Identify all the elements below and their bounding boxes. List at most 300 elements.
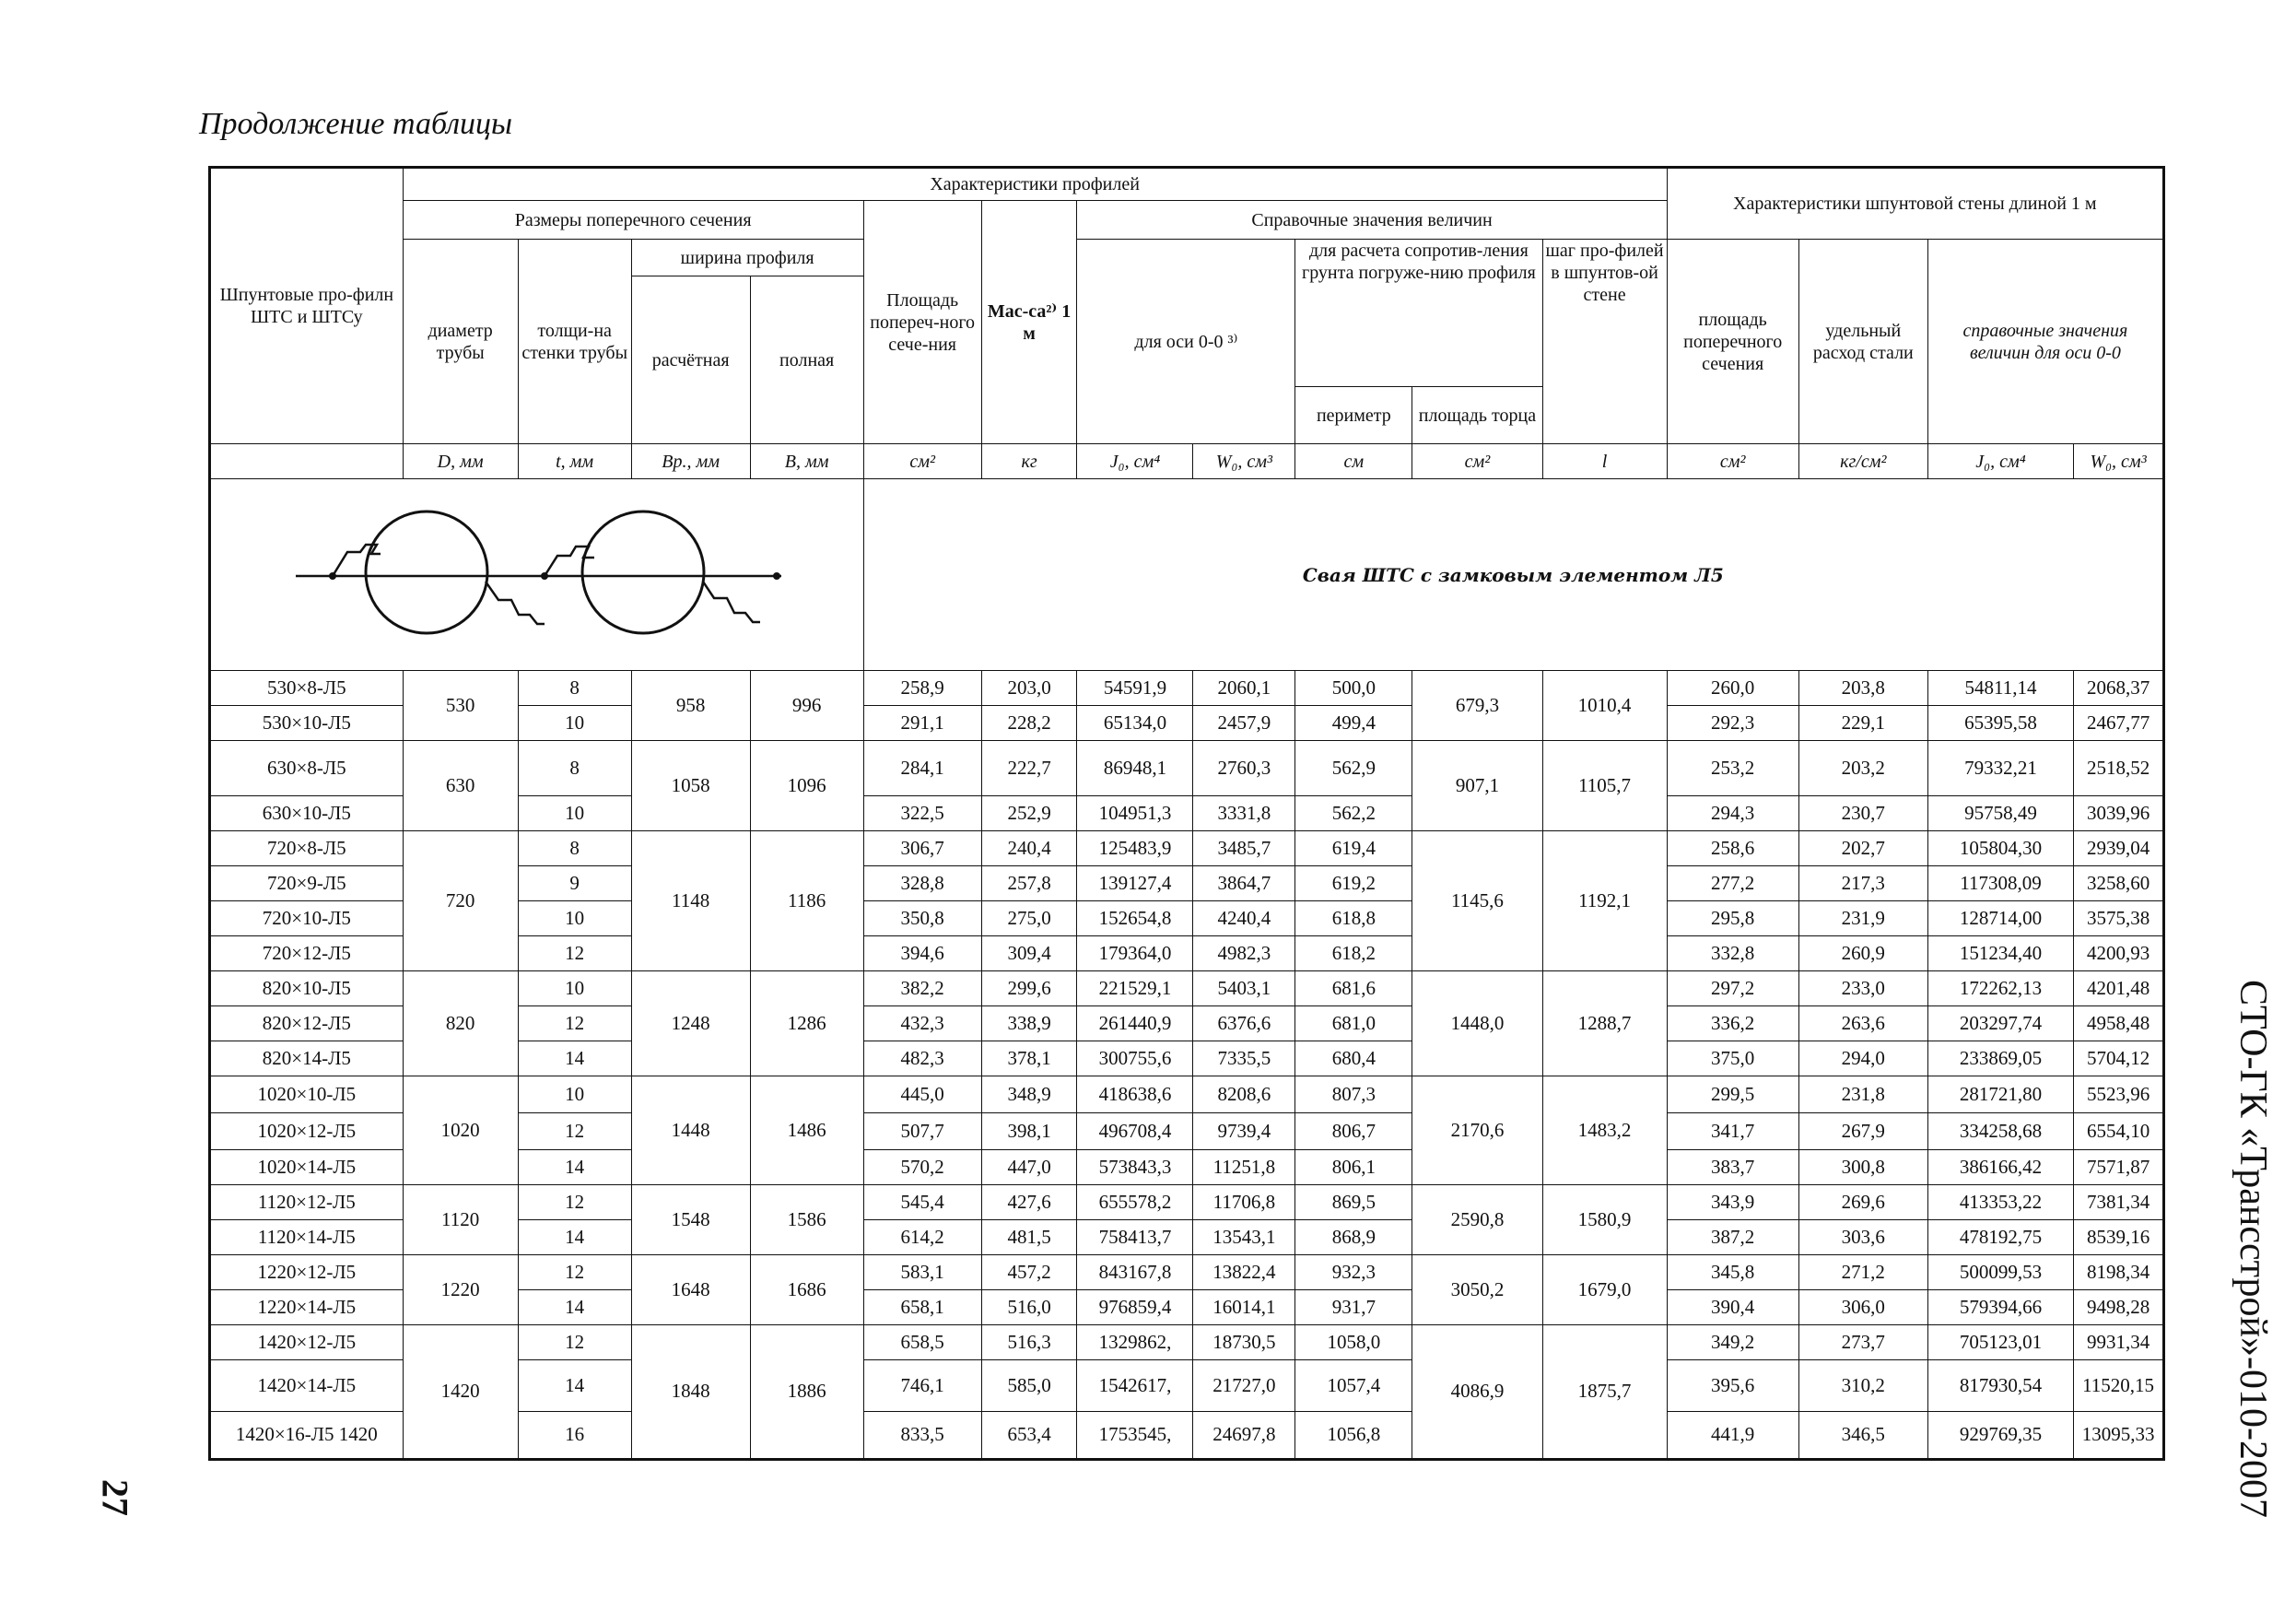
thickness-cell: 12 bbox=[518, 936, 631, 971]
profile-band bbox=[210, 479, 2164, 671]
thickness-cell: 12 bbox=[518, 1255, 631, 1290]
header-area: Площадь попереч-ного сече-ния bbox=[863, 201, 981, 444]
steel-rate-cell: 229,1 bbox=[1798, 706, 1927, 741]
modulus-cell: 2760,3 bbox=[1193, 741, 1295, 796]
area-cell: 322,5 bbox=[863, 796, 981, 831]
thickness-cell: 10 bbox=[518, 796, 631, 831]
profile-name: 1220×12-Л5 bbox=[210, 1255, 404, 1290]
thickness-cell: 12 bbox=[518, 1185, 631, 1220]
inertia-cell: 843167,8 bbox=[1077, 1255, 1193, 1290]
thickness-cell: 12 bbox=[518, 1113, 631, 1150]
end-area-cell: 2590,8 bbox=[1412, 1185, 1542, 1255]
header-soil: для расчета сопротив-ления грунта погруже-нию профиля bbox=[1295, 240, 1542, 387]
area-cell: 328,8 bbox=[863, 866, 981, 901]
wall-inertia-cell: 386166,42 bbox=[1927, 1150, 2073, 1185]
diameter-cell: 1120 bbox=[403, 1185, 518, 1255]
area-cell: 432,3 bbox=[863, 1006, 981, 1041]
modulus-cell: 2457,9 bbox=[1193, 706, 1295, 741]
thickness-cell: 10 bbox=[518, 971, 631, 1006]
wall-area-cell: 332,8 bbox=[1667, 936, 1798, 971]
unit-cell: см² bbox=[1667, 444, 1798, 479]
wall-inertia-cell: 705123,01 bbox=[1927, 1325, 2073, 1360]
width-full-cell: 996 bbox=[750, 671, 863, 741]
wall-inertia-cell: 128714,00 bbox=[1927, 901, 2073, 936]
header-profile: Шпунтовые про-филн ШТС и ШТСу bbox=[210, 168, 404, 444]
width-full-cell: 1886 bbox=[750, 1325, 863, 1460]
modulus-cell: 3331,8 bbox=[1193, 796, 1295, 831]
wall-area-cell: 343,9 bbox=[1667, 1185, 1798, 1220]
thickness-cell: 10 bbox=[518, 706, 631, 741]
wall-modulus-cell: 2518,52 bbox=[2074, 741, 2164, 796]
units-blank bbox=[210, 444, 404, 479]
steel-rate-cell: 230,7 bbox=[1798, 796, 1927, 831]
mass-cell: 481,5 bbox=[981, 1220, 1077, 1255]
header-width-calc: расчётная bbox=[631, 276, 750, 444]
perimeter-cell: 618,2 bbox=[1295, 936, 1412, 971]
inertia-cell: 54591,9 bbox=[1077, 671, 1193, 706]
profile-name: 630×8-Л5 bbox=[210, 741, 404, 796]
wall-area-cell: 277,2 bbox=[1667, 866, 1798, 901]
modulus-cell: 4240,4 bbox=[1193, 901, 1295, 936]
unit-cell: J₀, см⁴ bbox=[1927, 444, 2073, 479]
step-cell: 1483,2 bbox=[1542, 1076, 1667, 1185]
perimeter-cell: 500,0 bbox=[1295, 671, 1412, 706]
thickness-cell: 9 bbox=[518, 866, 631, 901]
mass-cell: 309,4 bbox=[981, 936, 1077, 971]
diameter-cell: 720 bbox=[403, 831, 518, 971]
step-cell: 1875,7 bbox=[1542, 1325, 1667, 1460]
wall-area-cell: 349,2 bbox=[1667, 1325, 1798, 1360]
wall-inertia-cell: 233869,05 bbox=[1927, 1041, 2073, 1076]
modulus-cell: 13822,4 bbox=[1193, 1255, 1295, 1290]
table-row bbox=[210, 1255, 2164, 1290]
inertia-cell: 125483,9 bbox=[1077, 831, 1193, 866]
header-width-full: полная bbox=[750, 276, 863, 444]
width-full-cell: 1686 bbox=[750, 1255, 863, 1325]
width-calc-cell: 1548 bbox=[631, 1185, 750, 1255]
width-calc-cell: 1648 bbox=[631, 1255, 750, 1325]
steel-rate-cell: 271,2 bbox=[1798, 1255, 1927, 1290]
wall-area-cell: 295,8 bbox=[1667, 901, 1798, 936]
wall-area-cell: 292,3 bbox=[1667, 706, 1798, 741]
perimeter-cell: 618,8 bbox=[1295, 901, 1412, 936]
steel-rate-cell: 346,5 bbox=[1798, 1412, 1927, 1460]
table-row bbox=[210, 1185, 2164, 1220]
header-thickness: толщи-на стенки трубы bbox=[518, 240, 631, 444]
perimeter-cell: 1056,8 bbox=[1295, 1412, 1412, 1460]
thickness-cell: 10 bbox=[518, 1076, 631, 1113]
profile-name: 720×9-Л5 bbox=[210, 866, 404, 901]
width-full-cell: 1186 bbox=[750, 831, 863, 971]
header-wall-area: площадь поперечного сечения bbox=[1667, 240, 1798, 444]
unit-cell: W₀, см³ bbox=[2074, 444, 2164, 479]
area-cell: 258,9 bbox=[863, 671, 981, 706]
wall-modulus-cell: 5523,96 bbox=[2074, 1076, 2164, 1113]
perimeter-cell: 869,5 bbox=[1295, 1185, 1412, 1220]
steel-rate-cell: 267,9 bbox=[1798, 1113, 1927, 1150]
inertia-cell: 179364,0 bbox=[1077, 936, 1193, 971]
wall-modulus-cell: 5704,12 bbox=[2074, 1041, 2164, 1076]
wall-inertia-cell: 281721,80 bbox=[1927, 1076, 2073, 1113]
perimeter-cell: 562,2 bbox=[1295, 796, 1412, 831]
inertia-cell: 1753545, bbox=[1077, 1412, 1193, 1460]
header-axis: для оси 0-0 ³⁾ bbox=[1077, 240, 1295, 444]
diameter-cell: 1020 bbox=[403, 1076, 518, 1185]
perimeter-cell: 681,0 bbox=[1295, 1006, 1412, 1041]
area-cell: 583,1 bbox=[863, 1255, 981, 1290]
modulus-cell: 3864,7 bbox=[1193, 866, 1295, 901]
diameter-cell: 630 bbox=[403, 741, 518, 831]
mass-cell: 378,1 bbox=[981, 1041, 1077, 1076]
modulus-cell: 2060,1 bbox=[1193, 671, 1295, 706]
modulus-cell: 11706,8 bbox=[1193, 1185, 1295, 1220]
modulus-cell: 4982,3 bbox=[1193, 936, 1295, 971]
unit-cell: кг/см² bbox=[1798, 444, 1927, 479]
wall-inertia-cell: 500099,53 bbox=[1927, 1255, 2073, 1290]
perimeter-cell: 932,3 bbox=[1295, 1255, 1412, 1290]
width-calc-cell: 1448 bbox=[631, 1076, 750, 1185]
perimeter-cell: 807,3 bbox=[1295, 1076, 1412, 1113]
profile-name: 820×10-Л5 bbox=[210, 971, 404, 1006]
band-title: Свая ШТС с замковым элементом Л5 bbox=[863, 479, 2163, 671]
modulus-cell: 7335,5 bbox=[1193, 1041, 1295, 1076]
modulus-cell: 18730,5 bbox=[1193, 1325, 1295, 1360]
wall-area-cell: 345,8 bbox=[1667, 1255, 1798, 1290]
width-calc-cell: 958 bbox=[631, 671, 750, 741]
diameter-cell: 820 bbox=[403, 971, 518, 1076]
area-cell: 291,1 bbox=[863, 706, 981, 741]
end-area-cell: 907,1 bbox=[1412, 741, 1542, 831]
steel-rate-cell: 203,2 bbox=[1798, 741, 1927, 796]
inertia-cell: 1542617, bbox=[1077, 1360, 1193, 1412]
table-header bbox=[210, 168, 2164, 671]
profile-name: 530×8-Л5 bbox=[210, 671, 404, 706]
inertia-cell: 1329862, bbox=[1077, 1325, 1193, 1360]
profile-name: 1420×14-Л5 bbox=[210, 1360, 404, 1412]
wall-modulus-cell: 2467,77 bbox=[2074, 706, 2164, 741]
mass-cell: 240,4 bbox=[981, 831, 1077, 866]
area-cell: 746,1 bbox=[863, 1360, 981, 1412]
modulus-cell: 24697,8 bbox=[1193, 1412, 1295, 1460]
unit-cell: см² bbox=[1412, 444, 1542, 479]
profile-name: 1020×10-Л5 bbox=[210, 1076, 404, 1113]
inertia-cell: 655578,2 bbox=[1077, 1185, 1193, 1220]
wall-modulus-cell: 7571,87 bbox=[2074, 1150, 2164, 1185]
wall-area-cell: 383,7 bbox=[1667, 1150, 1798, 1185]
width-full-cell: 1586 bbox=[750, 1185, 863, 1255]
width-calc-cell: 1848 bbox=[631, 1325, 750, 1460]
profile-name: 720×8-Л5 bbox=[210, 831, 404, 866]
profile-name: 820×14-Л5 bbox=[210, 1041, 404, 1076]
profile-name: 1420×12-Л5 bbox=[210, 1325, 404, 1360]
inertia-cell: 139127,4 bbox=[1077, 866, 1193, 901]
thickness-cell: 12 bbox=[518, 1006, 631, 1041]
unit-cell: W₀, см³ bbox=[1193, 444, 1295, 479]
step-cell: 1288,7 bbox=[1542, 971, 1667, 1076]
mass-cell: 427,6 bbox=[981, 1185, 1077, 1220]
header-perimeter: периметр bbox=[1295, 387, 1412, 444]
wall-modulus-cell: 7381,34 bbox=[2074, 1185, 2164, 1220]
inertia-cell: 221529,1 bbox=[1077, 971, 1193, 1006]
profile-drawing bbox=[210, 479, 864, 671]
unit-cell: Bр., мм bbox=[631, 444, 750, 479]
step-cell: 1105,7 bbox=[1542, 741, 1667, 831]
page-number: 27 bbox=[94, 1479, 136, 1516]
mass-cell: 516,0 bbox=[981, 1290, 1077, 1325]
wall-area-cell: 299,5 bbox=[1667, 1076, 1798, 1113]
area-cell: 394,6 bbox=[863, 936, 981, 971]
table-row bbox=[210, 671, 2164, 706]
wall-area-cell: 390,4 bbox=[1667, 1290, 1798, 1325]
modulus-cell: 16014,1 bbox=[1193, 1290, 1295, 1325]
header-width: ширина профиля bbox=[631, 240, 863, 276]
wall-inertia-cell: 579394,66 bbox=[1927, 1290, 2073, 1325]
step-cell: 1192,1 bbox=[1542, 831, 1667, 971]
wall-inertia-cell: 117308,09 bbox=[1927, 866, 2073, 901]
profile-name: 1120×12-Л5 bbox=[210, 1185, 404, 1220]
thickness-cell: 14 bbox=[518, 1220, 631, 1255]
thickness-cell: 14 bbox=[518, 1290, 631, 1325]
perimeter-cell: 619,4 bbox=[1295, 831, 1412, 866]
pile-profile-icon bbox=[288, 480, 786, 664]
table-row bbox=[210, 1076, 2164, 1113]
steel-rate-cell: 263,6 bbox=[1798, 1006, 1927, 1041]
area-cell: 482,3 bbox=[863, 1041, 981, 1076]
perimeter-cell: 1057,4 bbox=[1295, 1360, 1412, 1412]
unit-cell: см bbox=[1295, 444, 1412, 479]
mass-cell: 653,4 bbox=[981, 1412, 1077, 1460]
perimeter-cell: 562,9 bbox=[1295, 741, 1412, 796]
steel-rate-cell: 260,9 bbox=[1798, 936, 1927, 971]
wall-inertia-cell: 105804,30 bbox=[1927, 831, 2073, 866]
area-cell: 284,1 bbox=[863, 741, 981, 796]
profile-name: 720×12-Л5 bbox=[210, 936, 404, 971]
wall-area-cell: 341,7 bbox=[1667, 1113, 1798, 1150]
mass-cell: 398,1 bbox=[981, 1113, 1077, 1150]
steel-rate-cell: 233,0 bbox=[1798, 971, 1927, 1006]
area-cell: 306,7 bbox=[863, 831, 981, 866]
header-diameter: диаметр трубы bbox=[403, 240, 518, 444]
perimeter-cell: 868,9 bbox=[1295, 1220, 1412, 1255]
perimeter-cell: 681,6 bbox=[1295, 971, 1412, 1006]
width-calc-cell: 1148 bbox=[631, 831, 750, 971]
table-row bbox=[210, 971, 2164, 1006]
wall-inertia-cell: 334258,68 bbox=[1927, 1113, 2073, 1150]
width-calc-cell: 1248 bbox=[631, 971, 750, 1076]
wall-area-cell: 395,6 bbox=[1667, 1360, 1798, 1412]
wall-modulus-cell: 9498,28 bbox=[2074, 1290, 2164, 1325]
perimeter-cell: 806,7 bbox=[1295, 1113, 1412, 1150]
inertia-cell: 758413,7 bbox=[1077, 1220, 1193, 1255]
profile-name: 630×10-Л5 bbox=[210, 796, 404, 831]
wall-modulus-cell: 6554,10 bbox=[2074, 1113, 2164, 1150]
inertia-cell: 496708,4 bbox=[1077, 1113, 1193, 1150]
unit-cell: D, мм bbox=[403, 444, 518, 479]
wall-inertia-cell: 151234,40 bbox=[1927, 936, 2073, 971]
wall-inertia-cell: 413353,22 bbox=[1927, 1185, 2073, 1220]
modulus-cell: 3485,7 bbox=[1193, 831, 1295, 866]
wall-inertia-cell: 929769,35 bbox=[1927, 1412, 2073, 1460]
header-reference: Справочные значения величин bbox=[1077, 201, 1667, 240]
mass-cell: 348,9 bbox=[981, 1076, 1077, 1113]
inertia-cell: 976859,4 bbox=[1077, 1290, 1193, 1325]
profile-name: 1020×12-Л5 bbox=[210, 1113, 404, 1150]
step-cell: 1580,9 bbox=[1542, 1185, 1667, 1255]
wall-modulus-cell: 3039,96 bbox=[2074, 796, 2164, 831]
thickness-cell: 14 bbox=[518, 1360, 631, 1412]
wall-modulus-cell: 9931,34 bbox=[2074, 1325, 2164, 1360]
diameter-cell: 1220 bbox=[403, 1255, 518, 1325]
unit-cell: B, мм bbox=[750, 444, 863, 479]
wall-area-cell: 253,2 bbox=[1667, 741, 1798, 796]
table-body bbox=[210, 671, 2164, 1460]
unit-cell: t, мм bbox=[518, 444, 631, 479]
table-row bbox=[210, 741, 2164, 796]
perimeter-cell: 680,4 bbox=[1295, 1041, 1412, 1076]
wall-modulus-cell: 4200,93 bbox=[2074, 936, 2164, 971]
steel-rate-cell: 231,8 bbox=[1798, 1076, 1927, 1113]
area-cell: 382,2 bbox=[863, 971, 981, 1006]
profile-name: 1220×14-Л5 bbox=[210, 1290, 404, 1325]
steel-rate-cell: 294,0 bbox=[1798, 1041, 1927, 1076]
modulus-cell: 21727,0 bbox=[1193, 1360, 1295, 1412]
wall-inertia-cell: 817930,54 bbox=[1927, 1360, 2073, 1412]
modulus-cell: 9739,4 bbox=[1193, 1113, 1295, 1150]
area-cell: 658,1 bbox=[863, 1290, 981, 1325]
end-area-cell: 4086,9 bbox=[1412, 1325, 1542, 1460]
mass-cell: 275,0 bbox=[981, 901, 1077, 936]
steel-rate-cell: 306,0 bbox=[1798, 1290, 1927, 1325]
wall-modulus-cell: 4958,48 bbox=[2074, 1006, 2164, 1041]
perimeter-cell: 619,2 bbox=[1295, 866, 1412, 901]
wall-modulus-cell: 11520,15 bbox=[2074, 1360, 2164, 1412]
thickness-cell: 8 bbox=[518, 831, 631, 866]
profile-table bbox=[208, 166, 2165, 1461]
steel-rate-cell: 202,7 bbox=[1798, 831, 1927, 866]
inertia-cell: 300755,6 bbox=[1077, 1041, 1193, 1076]
mass-cell: 585,0 bbox=[981, 1360, 1077, 1412]
inertia-cell: 104951,3 bbox=[1077, 796, 1193, 831]
inertia-cell: 86948,1 bbox=[1077, 741, 1193, 796]
table-caption: Продолжение таблицы bbox=[199, 107, 513, 141]
modulus-cell: 11251,8 bbox=[1193, 1150, 1295, 1185]
unit-cell: J₀, см⁴ bbox=[1077, 444, 1193, 479]
wall-area-cell: 336,2 bbox=[1667, 1006, 1798, 1041]
wall-modulus-cell: 2939,04 bbox=[2074, 831, 2164, 866]
modulus-cell: 8208,6 bbox=[1193, 1076, 1295, 1113]
profile-name: 820×12-Л5 bbox=[210, 1006, 404, 1041]
wall-inertia-cell: 203297,74 bbox=[1927, 1006, 2073, 1041]
width-calc-cell: 1058 bbox=[631, 741, 750, 831]
mass-cell: 222,7 bbox=[981, 741, 1077, 796]
header-wall: Характеристики шпунтовой стены длиной 1 м bbox=[1667, 168, 2163, 240]
wall-inertia-cell: 65395,58 bbox=[1927, 706, 2073, 741]
end-area-cell: 3050,2 bbox=[1412, 1255, 1542, 1325]
thickness-cell: 14 bbox=[518, 1041, 631, 1076]
wall-modulus-cell: 3575,38 bbox=[2074, 901, 2164, 936]
thickness-cell: 14 bbox=[518, 1150, 631, 1185]
profile-name: 530×10-Л5 bbox=[210, 706, 404, 741]
mass-cell: 299,6 bbox=[981, 971, 1077, 1006]
steel-rate-cell: 269,6 bbox=[1798, 1185, 1927, 1220]
mass-cell: 252,9 bbox=[981, 796, 1077, 831]
perimeter-cell: 499,4 bbox=[1295, 706, 1412, 741]
width-full-cell: 1486 bbox=[750, 1076, 863, 1185]
wall-modulus-cell: 8539,16 bbox=[2074, 1220, 2164, 1255]
wall-modulus-cell: 3258,60 bbox=[2074, 866, 2164, 901]
modulus-cell: 6376,6 bbox=[1193, 1006, 1295, 1041]
units-row bbox=[210, 444, 2164, 479]
wall-modulus-cell: 8198,34 bbox=[2074, 1255, 2164, 1290]
wall-area-cell: 260,0 bbox=[1667, 671, 1798, 706]
header-step: шаг про-филей в шпунтов-ой стене bbox=[1542, 240, 1667, 444]
area-cell: 350,8 bbox=[863, 901, 981, 936]
mass-cell: 457,2 bbox=[981, 1255, 1077, 1290]
mass-cell: 228,2 bbox=[981, 706, 1077, 741]
wall-modulus-cell: 13095,33 bbox=[2074, 1412, 2164, 1460]
inertia-cell: 152654,8 bbox=[1077, 901, 1193, 936]
mass-cell: 257,8 bbox=[981, 866, 1077, 901]
header-steel-rate: удельный расход стали bbox=[1798, 240, 1927, 444]
wall-inertia-cell: 172262,13 bbox=[1927, 971, 2073, 1006]
end-area-cell: 1145,6 bbox=[1412, 831, 1542, 971]
width-full-cell: 1286 bbox=[750, 971, 863, 1076]
profile-name: 1420×16-Л5 1420 bbox=[210, 1412, 404, 1460]
modulus-cell: 13543,1 bbox=[1193, 1220, 1295, 1255]
modulus-cell: 5403,1 bbox=[1193, 971, 1295, 1006]
inertia-cell: 573843,3 bbox=[1077, 1150, 1193, 1185]
area-cell: 833,5 bbox=[863, 1412, 981, 1460]
area-cell: 545,4 bbox=[863, 1185, 981, 1220]
steel-rate-cell: 310,2 bbox=[1798, 1360, 1927, 1412]
document-code: СТО-ГК «Трансстрой»-010-2007 bbox=[2232, 979, 2274, 1519]
wall-area-cell: 258,6 bbox=[1667, 831, 1798, 866]
steel-rate-cell: 273,7 bbox=[1798, 1325, 1927, 1360]
mass-cell: 516,3 bbox=[981, 1325, 1077, 1360]
perimeter-cell: 931,7 bbox=[1295, 1290, 1412, 1325]
header-characteristics: Характеристики профилей bbox=[403, 168, 1667, 201]
area-cell: 445,0 bbox=[863, 1076, 981, 1113]
end-area-cell: 679,3 bbox=[1412, 671, 1542, 741]
unit-cell: l bbox=[1542, 444, 1667, 479]
inertia-cell: 261440,9 bbox=[1077, 1006, 1193, 1041]
steel-rate-cell: 303,6 bbox=[1798, 1220, 1927, 1255]
inertia-cell: 418638,6 bbox=[1077, 1076, 1193, 1113]
area-cell: 507,7 bbox=[863, 1113, 981, 1150]
thickness-cell: 12 bbox=[518, 1325, 631, 1360]
steel-rate-cell: 203,8 bbox=[1798, 671, 1927, 706]
step-cell: 1679,0 bbox=[1542, 1255, 1667, 1325]
table-row bbox=[210, 1325, 2164, 1360]
area-cell: 614,2 bbox=[863, 1220, 981, 1255]
wall-inertia-cell: 478192,75 bbox=[1927, 1220, 2073, 1255]
profile-name: 1020×14-Л5 bbox=[210, 1150, 404, 1185]
mass-cell: 447,0 bbox=[981, 1150, 1077, 1185]
wall-inertia-cell: 54811,14 bbox=[1927, 671, 2073, 706]
profile-name: 1120×14-Л5 bbox=[210, 1220, 404, 1255]
steel-rate-cell: 217,3 bbox=[1798, 866, 1927, 901]
step-cell: 1010,4 bbox=[1542, 671, 1667, 741]
area-cell: 570,2 bbox=[863, 1150, 981, 1185]
steel-rate-cell: 231,9 bbox=[1798, 901, 1927, 936]
area-cell: 658,5 bbox=[863, 1325, 981, 1360]
width-full-cell: 1096 bbox=[750, 741, 863, 831]
wall-modulus-cell: 2068,37 bbox=[2074, 671, 2164, 706]
end-area-cell: 2170,6 bbox=[1412, 1076, 1542, 1185]
inertia-cell: 65134,0 bbox=[1077, 706, 1193, 741]
wall-inertia-cell: 95758,49 bbox=[1927, 796, 2073, 831]
thickness-cell: 8 bbox=[518, 741, 631, 796]
